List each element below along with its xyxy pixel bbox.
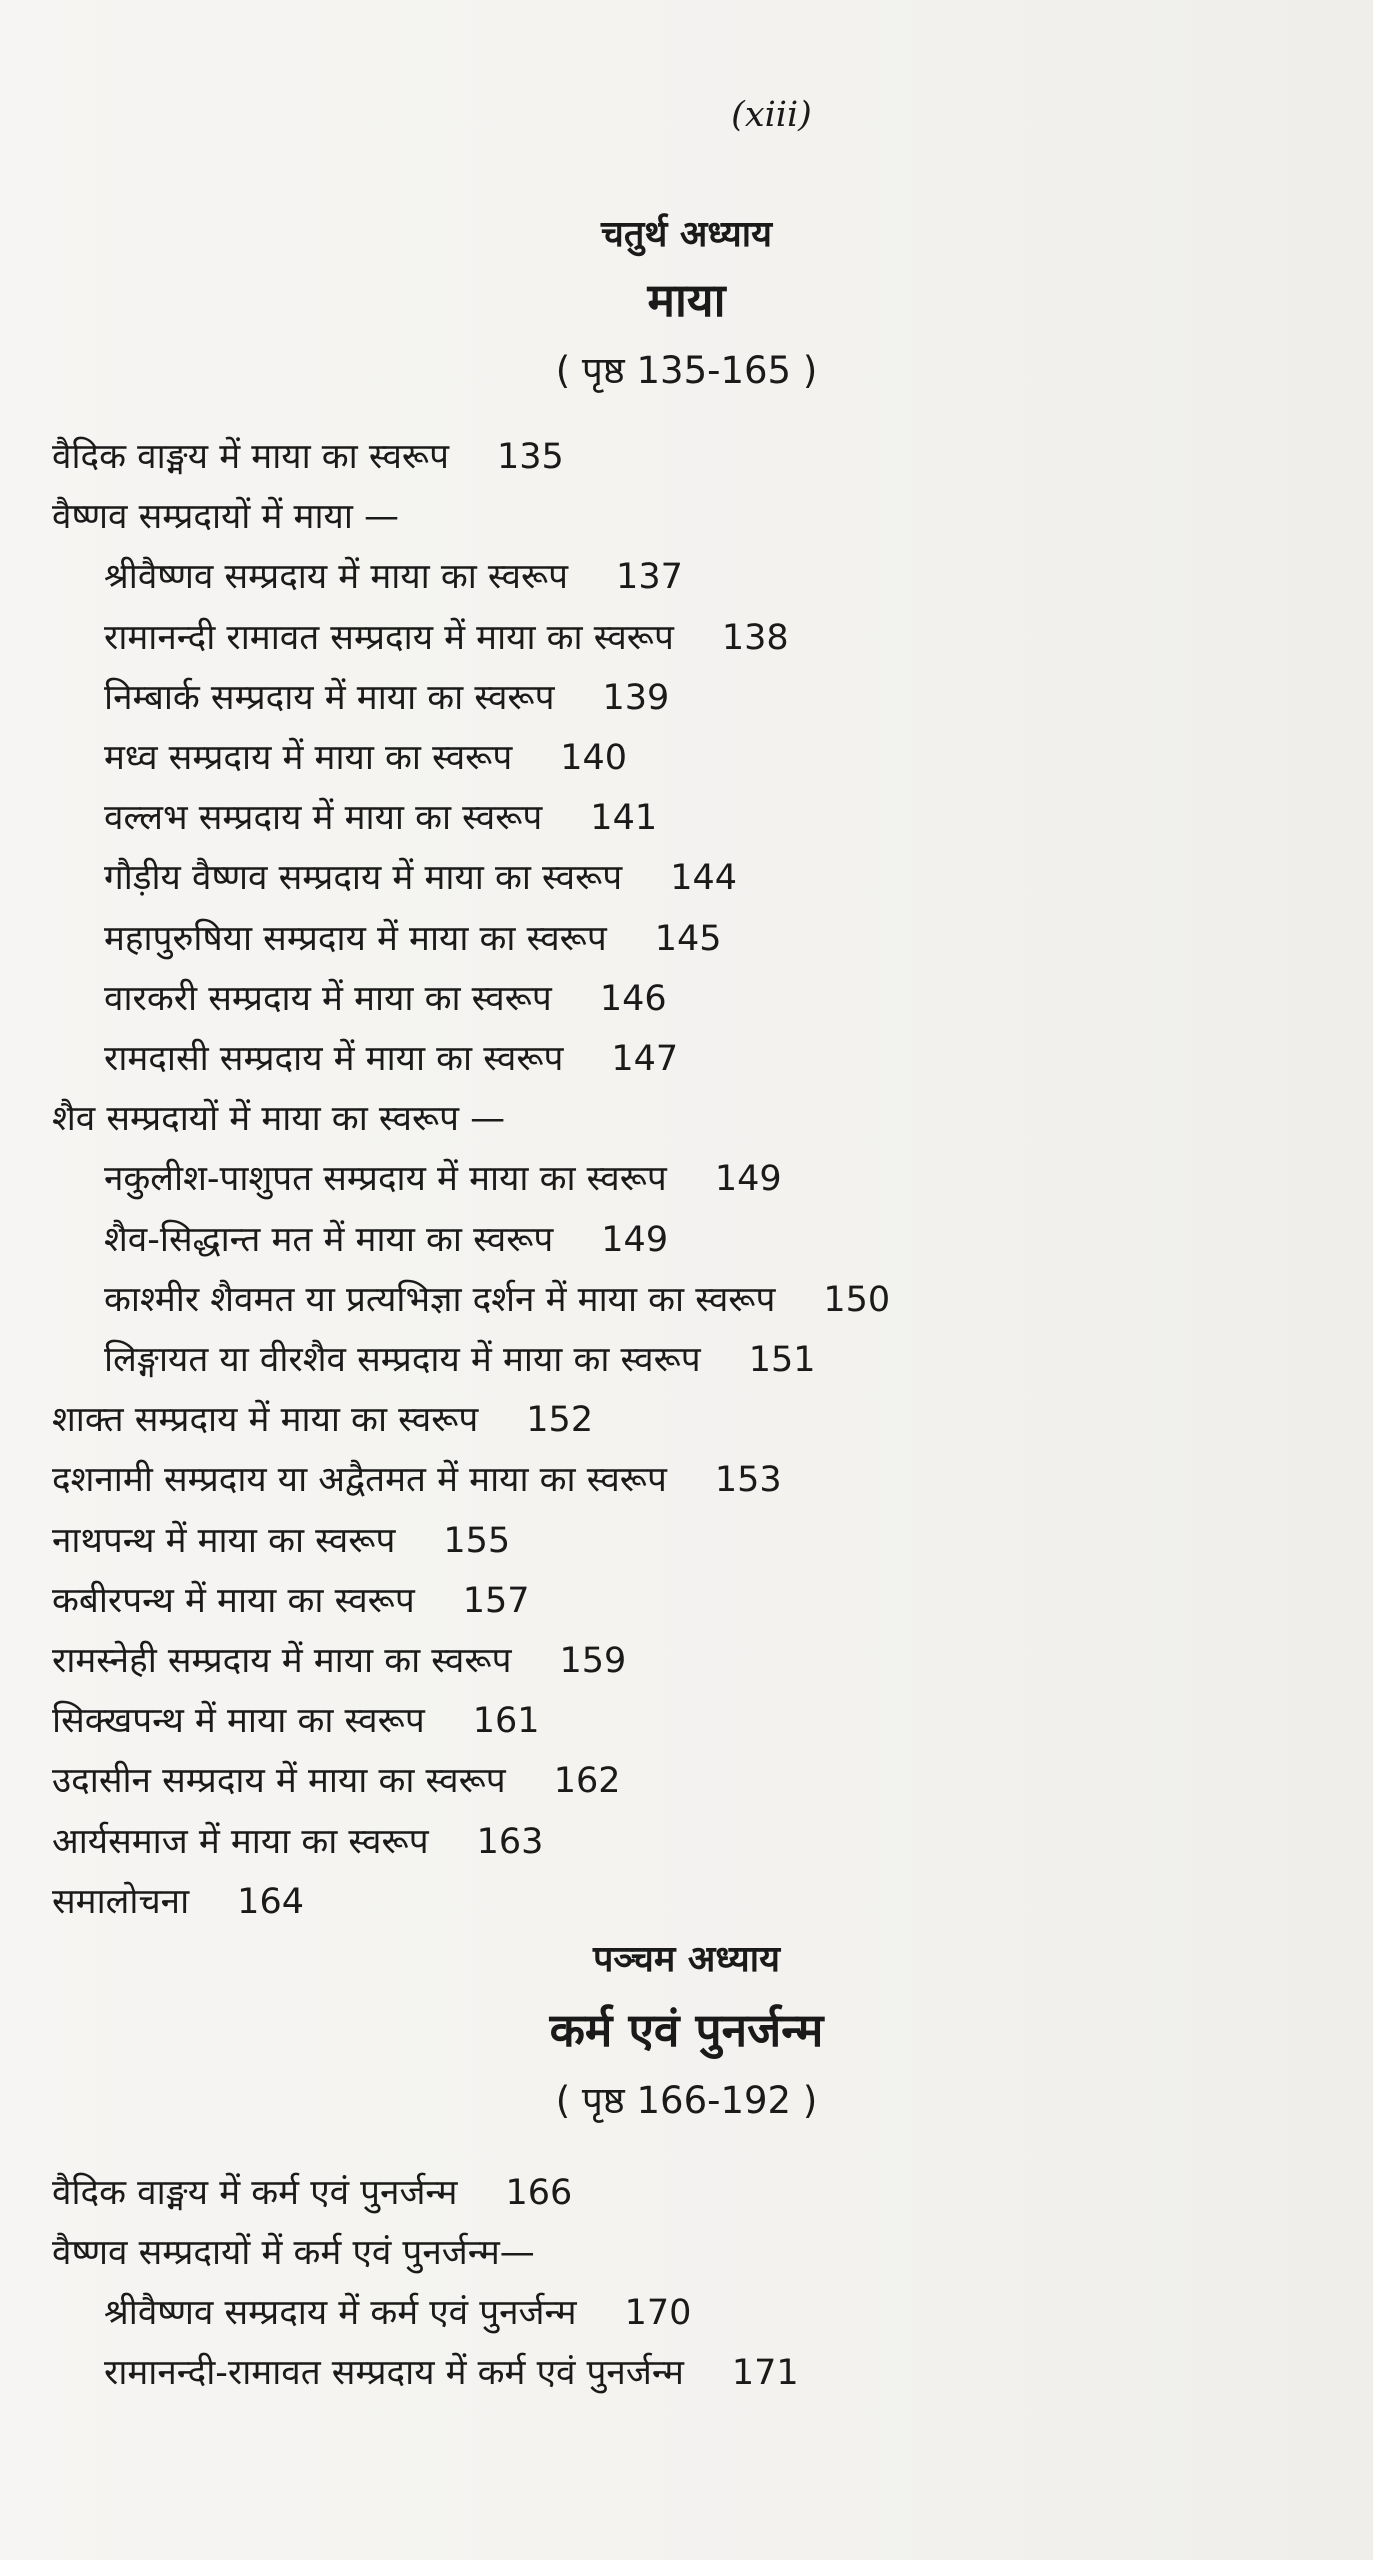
toc-entry-page: 166 (505, 2173, 573, 2213)
toc-entry (52, 497, 400, 538)
toc-entry (52, 1400, 594, 1441)
toc-entry (52, 1099, 506, 1140)
toc-entry-page: 170 (624, 2293, 692, 2333)
toc-entry (104, 918, 722, 959)
toc-entry (104, 2293, 692, 2333)
toc-entry-title: नाथपन्थ में माया का स्वरूप (52, 1520, 396, 1561)
toc-entry-title: शाक्त सम्प्रदाय में माया का स्वरूप (52, 1400, 479, 1441)
toc-entry (104, 2353, 799, 2393)
toc-entry-page: 145 (654, 918, 722, 959)
toc-entry-title: वारकरी सम्प्रदाय में माया का स्वरूप (104, 978, 552, 1019)
toc-entry-title: दशनामी सम्प्रदाय या अद्वैतमत में माया का स्वरूप (52, 1460, 667, 1501)
chapter-label: पञ्चम अध्याय (592, 1939, 781, 1980)
toc-entry-title: मध्व सम्प्रदाय में माया का स्वरूप (104, 738, 513, 778)
toc-entry-title: शैव-सिद्धान्त मत में माया का स्वरूप (104, 1219, 554, 1260)
toc-entry-title: वैष्णव सम्प्रदायों में माया — (52, 497, 400, 538)
toc-entry (104, 677, 670, 718)
toc-entry-page: 161 (472, 1701, 540, 1742)
toc-entry (104, 1219, 669, 1260)
toc-entry-page: 171 (731, 2353, 799, 2393)
toc-entry (52, 1701, 540, 1742)
toc-entry (104, 798, 658, 839)
toc-entry (104, 978, 667, 1019)
page-number: (xiii) (731, 95, 812, 135)
chapter-page-range: ( पृष्ठ 166-192 ) (555, 2079, 818, 2122)
toc-entry-title: रामस्नेही सम्प्रदाय में माया का स्वरूप (52, 1641, 512, 1681)
toc-entry-title: श्रीवैष्णव सम्प्रदाय में माया का स्वरूप (104, 557, 569, 598)
toc-entry (104, 858, 737, 899)
toc-entry-page: 137 (616, 557, 683, 598)
toc-entry (52, 1881, 304, 1922)
chapter-title: माया (647, 273, 726, 327)
toc-entry-title: आर्यसमाज में माया का स्वरूप (52, 1821, 429, 1862)
toc-entry (52, 1580, 530, 1621)
toc-entry (52, 437, 564, 477)
toc-entry (52, 1641, 627, 1681)
toc-entry-page: 149 (601, 1219, 669, 1260)
toc-entry (52, 1460, 782, 1501)
toc-entry-page: 151 (748, 1340, 816, 1380)
toc-entry-title: उदासीन सम्प्रदाय में माया का स्वरूप (52, 1761, 506, 1802)
toc-entry-title: श्रीवैष्णव सम्प्रदाय में कर्म एवं पुनर्जन्म (104, 2293, 577, 2333)
toc-entry-page: 164 (237, 1881, 304, 1922)
toc-entry (104, 557, 683, 598)
toc-entry-title: सिक्खपन्थ में माया का स्वरूप (52, 1701, 425, 1742)
toc-entry-title: लिङ्गायत या वीरशैव सम्प्रदाय में माया का स्वरूप (104, 1340, 701, 1380)
toc-entry-title: वल्लभ सम्प्रदाय में माया का स्वरूप (104, 798, 543, 839)
toc-entry-page: 141 (590, 798, 658, 839)
toc-entry-title: काश्मीर शैवमत या प्रत्यभिज्ञा दर्शन में माया का स्वरूप (104, 1279, 776, 1320)
toc-entry-page: 162 (553, 1761, 621, 1802)
toc-entry-page: 153 (714, 1460, 782, 1501)
toc-entry (104, 1279, 891, 1320)
toc-entry (104, 1159, 782, 1200)
toc-entry-page: 135 (496, 437, 564, 477)
toc-entry (104, 1039, 679, 1079)
toc-entry (104, 617, 789, 658)
toc-entry-title: रामानन्दी-रामावत सम्प्रदाय में कर्म एवं पुनर्जन्म (104, 2353, 684, 2393)
chapter-page-range: ( पृष्ठ 135-165 ) (555, 349, 818, 392)
toc-entry (52, 1821, 544, 1862)
toc-entry-page: 147 (611, 1039, 679, 1079)
toc-entry-title: रामानन्दी रामावत सम्प्रदाय में माया का स्वरूप (104, 617, 674, 658)
toc-entry-title: वैष्णव सम्प्रदायों में कर्म एवं पुनर्जन्म— (52, 2233, 535, 2273)
toc-entry-title: वैदिक वाङ्मय में कर्म एवं पुनर्जन्म (52, 2173, 458, 2213)
toc-entry-page: 155 (443, 1520, 511, 1561)
toc-entry (52, 2233, 535, 2273)
toc-entry-page: 144 (670, 858, 737, 899)
toc-entry-page: 139 (602, 677, 670, 718)
toc-entry-page: 149 (714, 1159, 782, 1200)
toc-entry-page: 150 (823, 1279, 891, 1320)
toc-entry-title: वैदिक वाङ्मय में माया का स्वरूप (52, 437, 449, 477)
toc-entry-title: समालोचना (52, 1881, 190, 1922)
toc-entry-page: 157 (462, 1580, 530, 1621)
toc-entry (104, 1340, 816, 1380)
toc-entry-page: 163 (476, 1821, 544, 1862)
toc-entry-title: महापुरुषिया सम्प्रदाय में माया का स्वरूप (104, 918, 607, 959)
toc-entry-page: 159 (559, 1641, 627, 1681)
toc-entry (52, 1520, 511, 1561)
chapter-title: कर्म एवं पुनर्जन्म (549, 2003, 824, 2057)
toc-entry-page: 138 (721, 617, 789, 658)
toc-entry (52, 1761, 621, 1802)
toc-entry-page: 146 (599, 978, 667, 1019)
toc-entry (104, 738, 628, 778)
toc-entry-page: 140 (560, 738, 628, 778)
chapter-label: चतुर्थ अध्याय (600, 214, 773, 255)
toc-entry (52, 2173, 573, 2213)
toc-entry-title: शैव सम्प्रदायों में माया का स्वरूप — (52, 1099, 506, 1140)
toc-entry-title: गौड़ीय वैष्णव सम्प्रदाय में माया का स्वरूप (104, 858, 623, 899)
toc-entry-title: रामदासी सम्प्रदाय में माया का स्वरूप (104, 1039, 564, 1079)
toc-entry-title: कबीरपन्थ में माया का स्वरूप (52, 1580, 415, 1621)
toc-entry-page: 152 (526, 1400, 594, 1441)
toc-entry-title: निम्बार्क सम्प्रदाय में माया का स्वरूप (104, 677, 555, 718)
toc-entry-title: नकुलीश-पाशुपत सम्प्रदाय में माया का स्वरूप (104, 1159, 667, 1200)
